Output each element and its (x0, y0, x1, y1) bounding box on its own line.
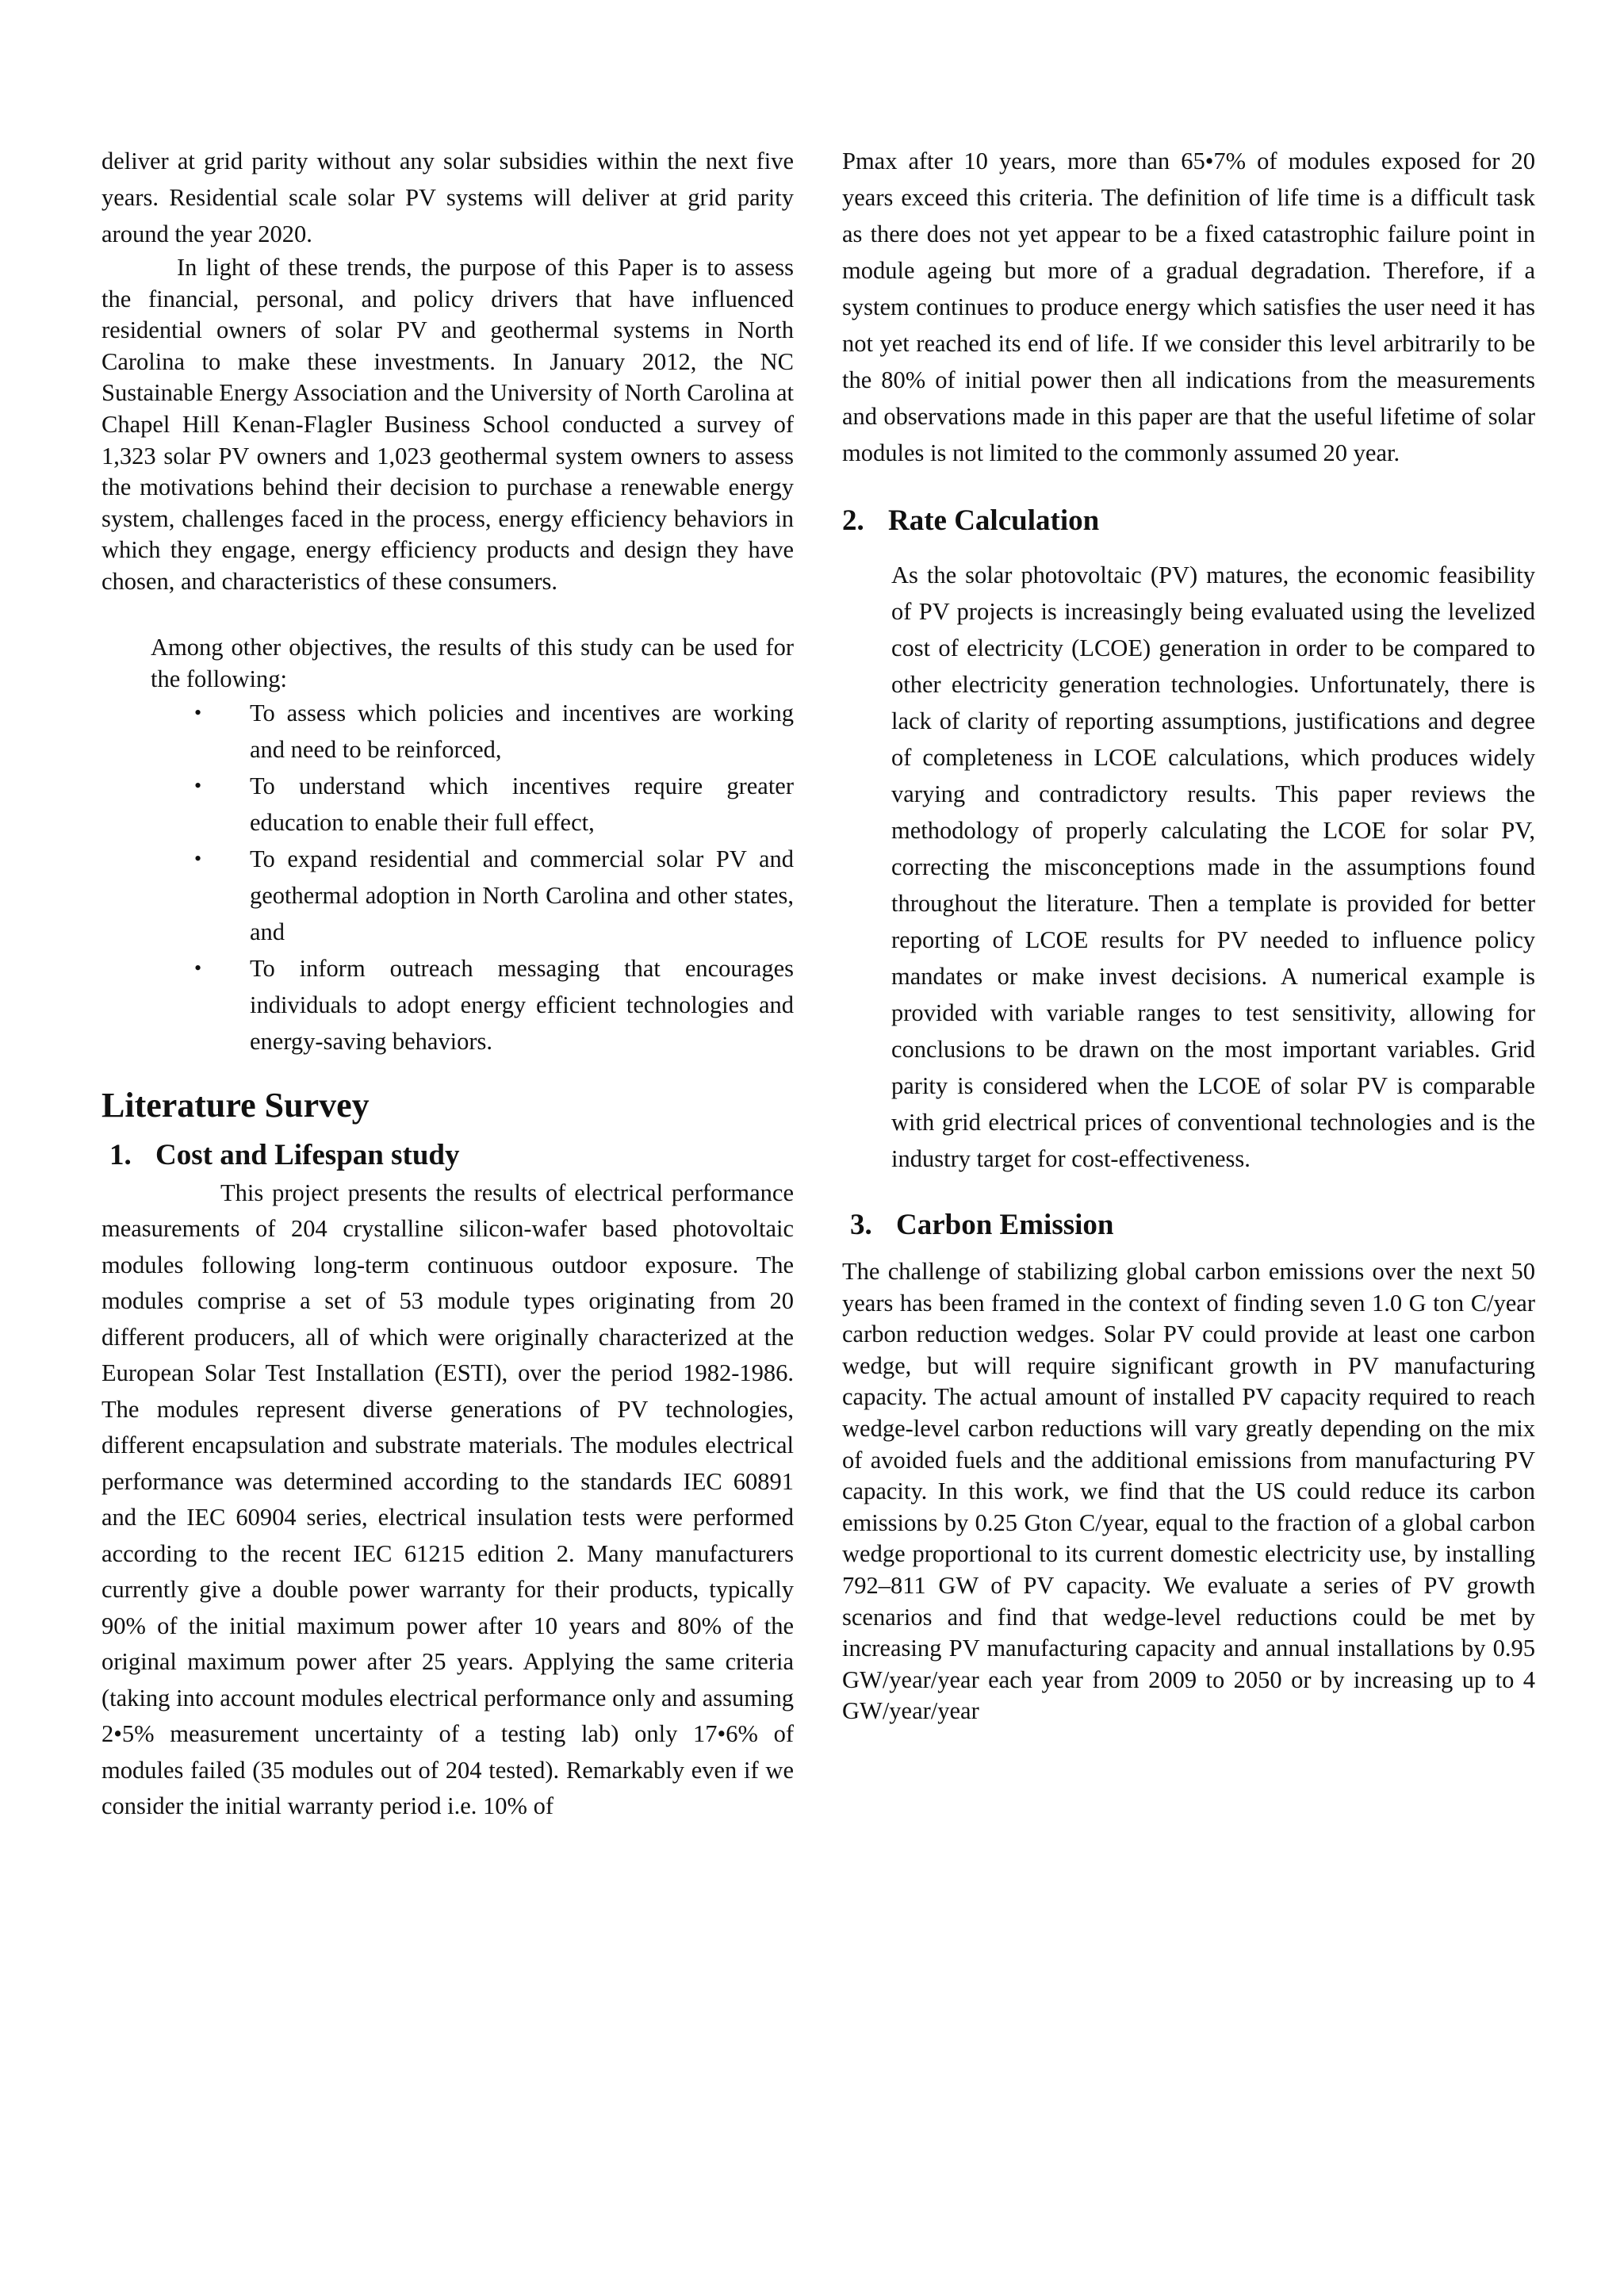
objectives-intro: Among other objectives, the results of this study can be used for the following: (151, 633, 794, 692)
intro-paragraph: deliver at grid parity without any solar subsidies within the next five years. Residential scale solar PV systems will deliver at grid parity around the year 2020. (102, 148, 794, 247)
bullet-icon: • (194, 846, 202, 870)
section-1-body: This project presents the results of electrical performance measurements of 204 crystalline silicon-wafer based photovoltaic modules following long-term continuous outdoor exposure. The modules comprise a set of 53 module types originating from 20 different producers, all of which were originally characterized at the European Solar Test Installation (ESTI), over the period 1982-1986. The modules represent diverse generations of PV technologies, different encapsulation and substrate materials. The modules electrical performance was determined according to the standards IEC 60891 and the IEC 60904 series, electrical insulation tests were performed according to the recent IEC 61215 edition 2. Many manufacturers currently give a double power warranty for their products, typically 90% of the initial maximum power after 10 years and 80% of the original maximum power after 25 years. Applying the same criteria (taking into account modules electrical performance only and assuming 2•5% measurement uncertainty of a testing lab) only 17•6% of modules failed (35 modules out of 204 tested). Remarkably even if we consider the initial warranty period i.e. 10% of (102, 1179, 794, 1820)
section-2-body: As the solar photovoltaic (PV) matures, the economic feasibility of PV projects is increasingly being evaluated using the levelized cost of electricity (LCOE) generation in order to be compared to other electricity generation technologies. Unfortunately, there is lack of clarity of reporting assumptions, justifications and degree of completeness in LCOE calculations, which produces widely varying and contradictory results. This paper reviews the methodology of properly calculating the LCOE for solar PV, correcting the misconceptions made in the assumptions found throughout the literature. Then a template is provided for better reporting of LCOE results for PV needed to influence policy mandates or make invest decisions. A numerical example is provided with variable ranges to test sensitivity, allowing for conclusions to be drawn on the most important variables. Grid parity is considered when the LCOE of solar PV is comparable with grid electrical prices of conventional technologies and is the industry target for cost-effectiveness. (891, 562, 1535, 1172)
section-2-heading (842, 501, 1535, 541)
section-3-title: Carbon Emission (896, 1209, 1114, 1241)
continuation-paragraph: Pmax after 10 years, more than 65•7% of modules exposed for 20 years exceed this criteria. The definition of life time is a difficult task as there does not yet appear to be a fixed catastrophic failure point in module ageing but more of a gradual degradation. Therefore, if a system continues to produce energy which satisfies the user need it has not yet reached its end of life. If we consider this level arbitrarily to be the 80% of initial power then all indications from the measurements and observations made in this paper are that the useful lifetime of solar modules is not limited to the commonly assumed 20 year. (842, 148, 1535, 466)
left-column (102, 143, 794, 1825)
list-item: • To inform outreach messaging that encourages individuals to adopt energy efficient technologies and energy-saving behaviors. (151, 950, 794, 1060)
section-1-heading (102, 1136, 794, 1175)
list-item: • To assess which policies and incentives are working and need to be reinforced, (151, 695, 794, 768)
section-3-body: The challenge of stabilizing global carbon emissions over the next 50 years has been framed in the context of finding seven 1.0 G ton C/year carbon reduction wedges. Solar PV could provide at least one carbon wedge, but will require significant growth in PV manufacturing capacity. The actual amount of installed PV capacity required to reach wedge-level carbon reductions will vary greatly depending on the mix of avoided fuels and the additional emissions from manufacturing PV capacity. In this work, we find that the US could reduce its carbon emissions by 0.25 Gton C/year, equal to the fraction of a global carbon wedge proportional to its current domestic electricity use, by installing 792–811 GW of PV capacity. We evaluate a series of PV growth scenarios and find that wedge-level reductions could be met by increasing PV manufacturing capacity and annual installations by 0.95 GW/year/year each year from 2009 to 2050 or by increasing up to 4 GW/year/year (842, 1258, 1535, 1725)
section-2-title: Rate Calculation (888, 504, 1100, 537)
section-1-title: Cost and Lifespan study (155, 1138, 460, 1171)
list-item: • To understand which incentives require greater education to enable their full effect, (151, 768, 794, 841)
section-1-number: 1. (109, 1138, 132, 1171)
section-3-heading (842, 1205, 1535, 1245)
list-item: • To expand residential and commercial solar PV and geothermal adoption in North Carolina and other states, and (151, 841, 794, 950)
section-3-number: 3. (850, 1209, 872, 1241)
right-column (842, 143, 1535, 1727)
objectives-list (151, 695, 794, 1060)
bullet-icon: • (194, 773, 202, 797)
bullet-icon: • (194, 956, 202, 979)
literature-survey-heading: Literature Survey (102, 1085, 370, 1125)
section-2-number: 2. (842, 504, 864, 537)
bullet-icon: • (194, 700, 202, 724)
purpose-paragraph: In light of these trends, the purpose of this Paper is to assess the financial, personal, and policy drivers that have influenced residential owners of solar PV and geothermal systems in North Carolina to make these investments. In January 2012, the NC Sustainable Energy Association and the University of North Carolina at Chapel Hill Kenan-Flagler Business School conducted a survey of 1,323 solar PV owners and 1,023 geothermal system owners to assess the motivations behind their decision to purchase a renewable energy system, challenges faced in the process, energy efficiency behaviors in which they engage, energy efficiency products and design they have chosen, and characteristics of these consumers. (102, 254, 794, 595)
